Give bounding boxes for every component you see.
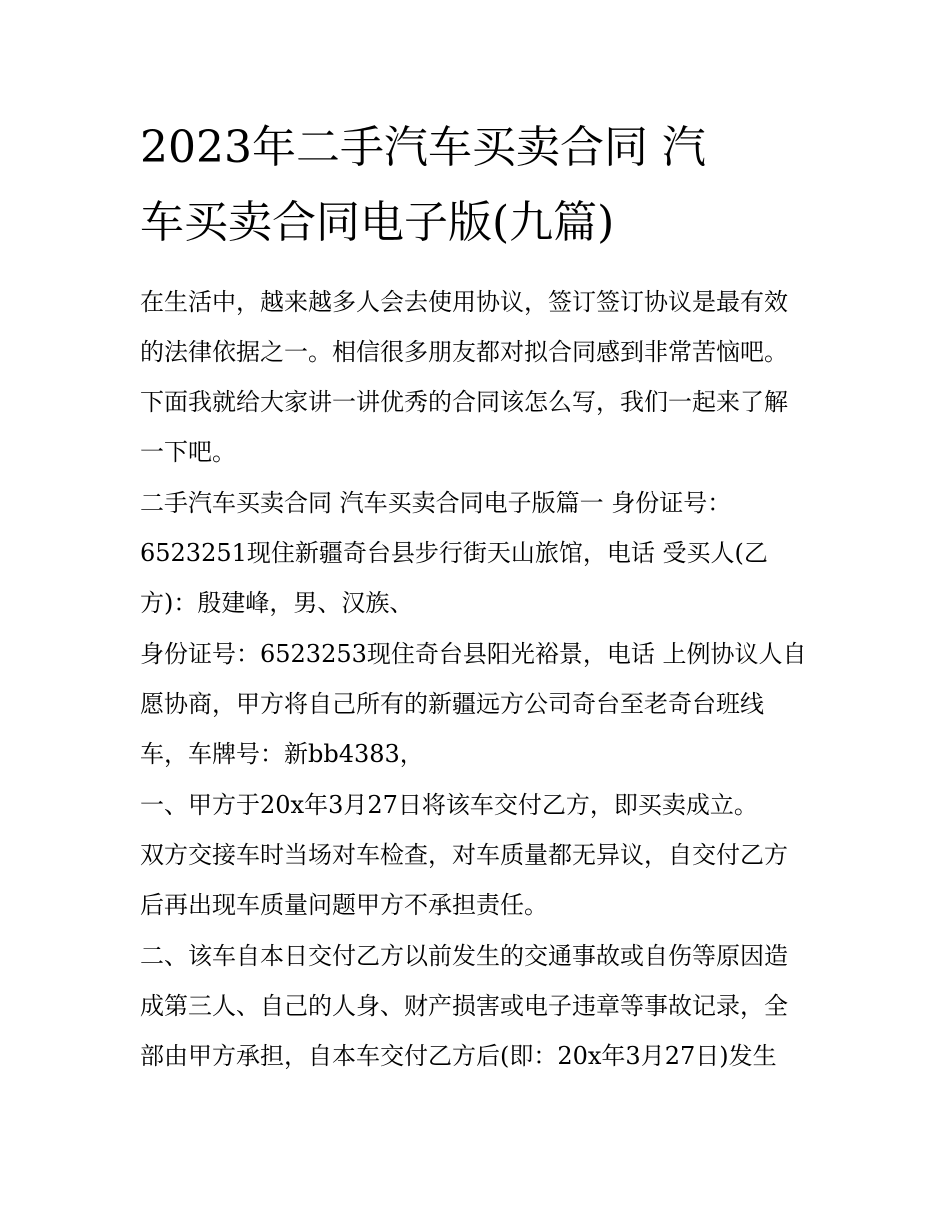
body-line-5: 二手汽车买卖合同 汽车买卖合同电子版篇一 身份证号： (140, 489, 732, 517)
body-line-4: 一下吧。 (140, 438, 236, 466)
body-line-15: 成第三人、自己的人身、财产损害或电子违章等事故记录，全 (140, 992, 788, 1020)
body-line-6: 6523251现住新疆奇台县步行街天山旅馆，电话 受买人(乙 (140, 539, 768, 567)
body-line-16: 部由甲方承担，自本车交付乙方后(即：20x年3月27日)发生 (140, 1042, 777, 1070)
body-line-2: 的法律依据之一。相信很多朋友都对拟合同感到非常苦恼吧。 (140, 338, 788, 366)
body-line-10: 车，车牌号：新bb4383， (140, 740, 424, 768)
body-line-7: 方)：殷建峰，男、汉族、 (140, 589, 414, 617)
body-line-1: 在生活中，越来越多人会去使用协议，签订签订协议是最有效 (140, 288, 788, 316)
body-line-12: 双方交接车时当场对车检查，对车质量都无异议，自交付乙方 (140, 841, 788, 869)
body-line-8: 身份证号：6523253现住奇台县阳光裕景，电话 上例协议人自 (140, 640, 807, 668)
body-line-14: 二、该车自本日交付乙方以前发生的交通事故或自伤等原因造 (140, 942, 788, 970)
body-line-3: 下面我就给大家讲一讲优秀的合同该怎么写，我们一起来了解 (140, 388, 788, 416)
body-line-9: 愿协商，甲方将自己所有的新疆远方公司奇台至老奇台班线 (140, 690, 764, 718)
body-line-13: 后再出现车质量问题甲方不承担责任。 (140, 891, 548, 919)
document-title-line-2: 车买卖合同电子版(九篇) (140, 197, 615, 248)
document-title-line-1: 2023年二手汽车买卖合同 汽 (140, 122, 706, 173)
body-line-11: 一、甲方于20x年3月27日将该车交付乙方，即买卖成立。 (140, 791, 758, 819)
